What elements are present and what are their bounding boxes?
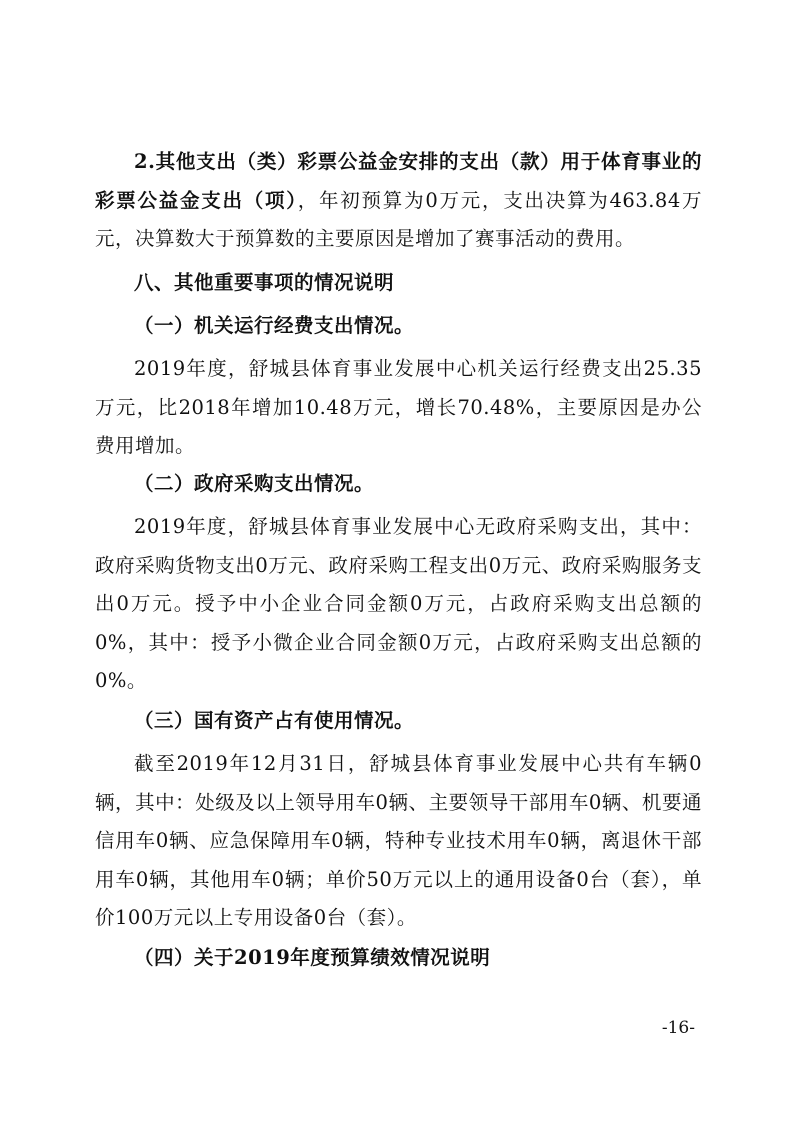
subsection-heading-3: （三）国有资产占有使用情况。 (134, 709, 415, 732)
section-heading-8: 八、其他重要事项的情况说明 (134, 271, 395, 294)
paragraph-government-procurement: 2019年度，舒城县体育事业发展中心无政府采购支出，其中：政府采购货物支出0万元、政府采购工程支出0万元、政府采购服务支出0万元。授予中小企业合同金额0万元，占政府采购支出总额的0%，其中：授予小微企业合同金额0万元，占政府采购支出总额的0%。 (95, 515, 702, 692)
subsection-heading-4: （四）关于2019年度预算绩效情况说明 (134, 946, 491, 969)
subsection-heading-1: （一）机关运行经费支出情况。 (134, 314, 415, 337)
paragraph-lottery-body: ，年初预算为0万元，支出决算为463.84万元，决算数大于预算数的主要原因是增加了赛事活动的费用。 (95, 188, 702, 250)
subsection-heading-2: （二）政府采购支出情况。 (134, 472, 375, 495)
paragraph-operating-expenses: 2019年度，舒城县体育事业发展中心机关运行经费支出25.35万元，比2018年增加10.48万元，增长70.48%，主要原因是办公费用增加。 (95, 357, 702, 457)
paragraph-lottery-heading: 2.其他支出（类）彩票公益金安排的支出（款）用于体育事业的彩票公益金支出（项） (95, 150, 702, 212)
paragraph-lottery-expenditure (95, 143, 702, 259)
paragraph-state-assets: 截至2019年12月31日，舒城县体育事业发展中心共有车辆0辆，其中：处级及以上领导用车0辆、主要领导干部用车0辆、机要通信用车0辆、应急保障用车0辆，特种专业技术用车0辆，离退休干部用车0辆，其他用车0辆；单价50万元以上的通用设备0台（套），单价100万元以上专用设备0台（套）。 (95, 752, 702, 929)
page-number: -16- (661, 1018, 695, 1038)
